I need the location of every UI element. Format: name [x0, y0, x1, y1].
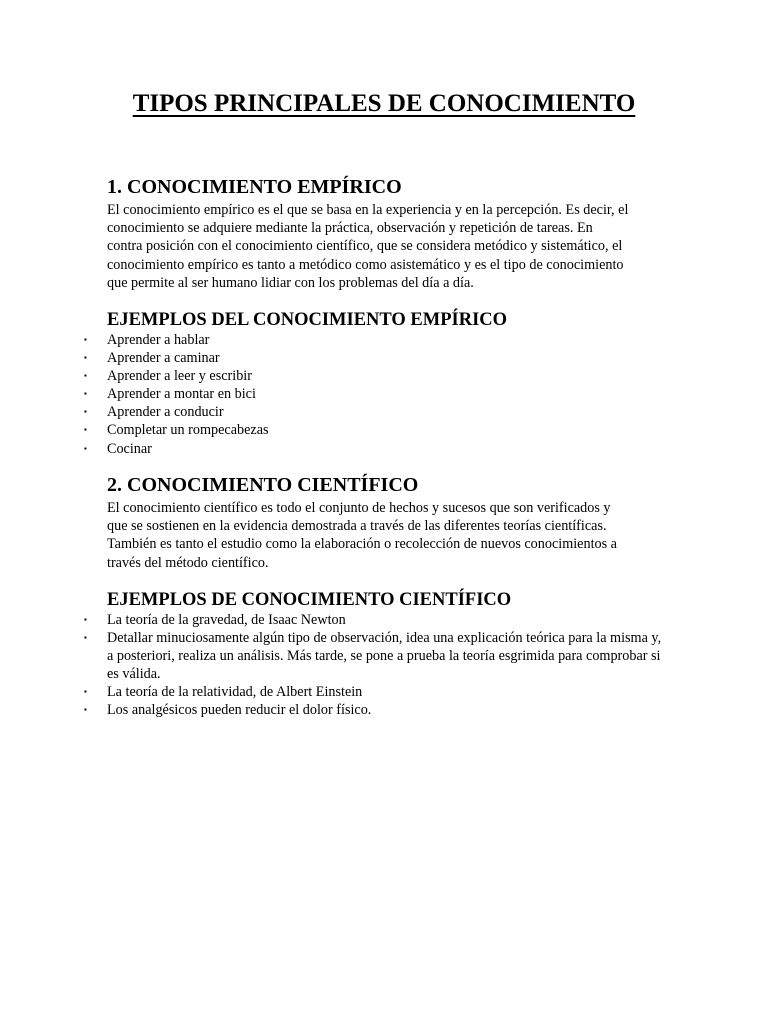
bullet-icon: ▪ [84, 687, 87, 697]
list-item-text: Aprender a conducir [107, 404, 224, 421]
paragraph-line: El conocimiento empírico es el que se basa en la experiencia y en la percepción. Es decir, el [107, 202, 629, 218]
list-item [84, 629, 667, 683]
bullet-icon: ▪ [84, 371, 87, 381]
bullet-icon: ▪ [84, 443, 87, 453]
bullet-icon: ▪ [84, 633, 87, 643]
paragraph-line: conocimiento se adquiere mediante la práctica, observación y repetición de tareas. En [107, 220, 593, 237]
examples-heading-cientifico: EJEMPLOS DE CONOCIMIENTO CIENTÍFICO [107, 590, 512, 610]
list-item [84, 683, 667, 701]
paragraph-cientifico [107, 499, 667, 572]
list-item-text: La teoría de la gravedad, de Isaac Newton [107, 612, 346, 628]
list-item-text: Aprender a hablar [107, 332, 210, 348]
list-item-text: Completar un rompecabezas [107, 422, 269, 439]
section-empirico [107, 175, 667, 292]
list-item [84, 403, 667, 421]
list-item [84, 611, 667, 629]
bullet-icon: ▪ [84, 389, 87, 399]
section-cientifico [107, 473, 667, 572]
list-item-text: La teoría de la relatividad, de Albert Einstein [107, 684, 363, 701]
list-item-text: Los analgésicos pueden reducir el dolor físico. [107, 702, 372, 719]
list-item-text: Cocinar [107, 440, 152, 457]
paragraph-line: conocimiento empírico es tanto a metódico como asistemático y es el tipo de conocimiento [107, 256, 624, 273]
section-heading-cientifico: 2. CONOCIMIENTO CIENTÍFICO [107, 474, 419, 496]
paragraph-line: El conocimiento científico es todo el conjunto de hechos y sucesos que son verificados y [107, 500, 611, 516]
list-item [84, 701, 667, 719]
bullet-icon: ▪ [84, 353, 87, 363]
paragraph-empirico [107, 201, 667, 292]
list-item [84, 367, 667, 385]
list-item-text: Aprender a caminar [107, 350, 220, 367]
list-item [84, 385, 667, 403]
examples-list-cientifico [84, 611, 667, 720]
list-item-text: Detallar minuciosamente algún tipo de observación, idea una explicación teórica para la misma y, a posteriori, realiza un análisis. Más tarde, se pone a prueba la teoría esgrimida para comprobar si es válida. [107, 630, 662, 683]
examples-list-empirico [84, 331, 667, 458]
bullet-icon: ▪ [84, 335, 87, 344]
list-item [84, 349, 667, 367]
list-item-text: Aprender a montar en bici [107, 386, 256, 403]
list-item [84, 440, 667, 458]
paragraph-line: contra posición con el conocimiento científico, que se considera metódico y sistemático, el [107, 238, 623, 255]
list-item-text: Aprender a leer y escribir [107, 368, 252, 385]
bullet-icon: ▪ [84, 705, 87, 715]
section-heading-empirico: 1. CONOCIMIENTO EMPÍRICO [107, 176, 402, 198]
examples-heading-empirico: EJEMPLOS DEL CONOCIMIENTO EMPÍRICO [107, 310, 508, 330]
bullet-icon: ▪ [84, 425, 87, 435]
paragraph-line: que permite al ser humano lidiar con los problemas del día a día. [107, 274, 474, 291]
paragraph-line: que se sostienen en la evidencia demostrada a través de las diferentes teorías científicas. [107, 518, 607, 535]
examples-empirico [84, 309, 667, 458]
bullet-icon: ▪ [84, 407, 87, 417]
document-title: TIPOS PRINCIPALES DE CONOCIMIENTO [132, 90, 636, 117]
list-item [84, 421, 667, 439]
examples-cientifico [84, 589, 667, 720]
list-item [84, 331, 667, 349]
bullet-icon: ▪ [84, 615, 87, 624]
paragraph-line: También es tanto el estudio como la elaboración o recolección de nuevos conocimientos a [107, 536, 617, 553]
paragraph-line: través del método científico. [107, 554, 269, 571]
